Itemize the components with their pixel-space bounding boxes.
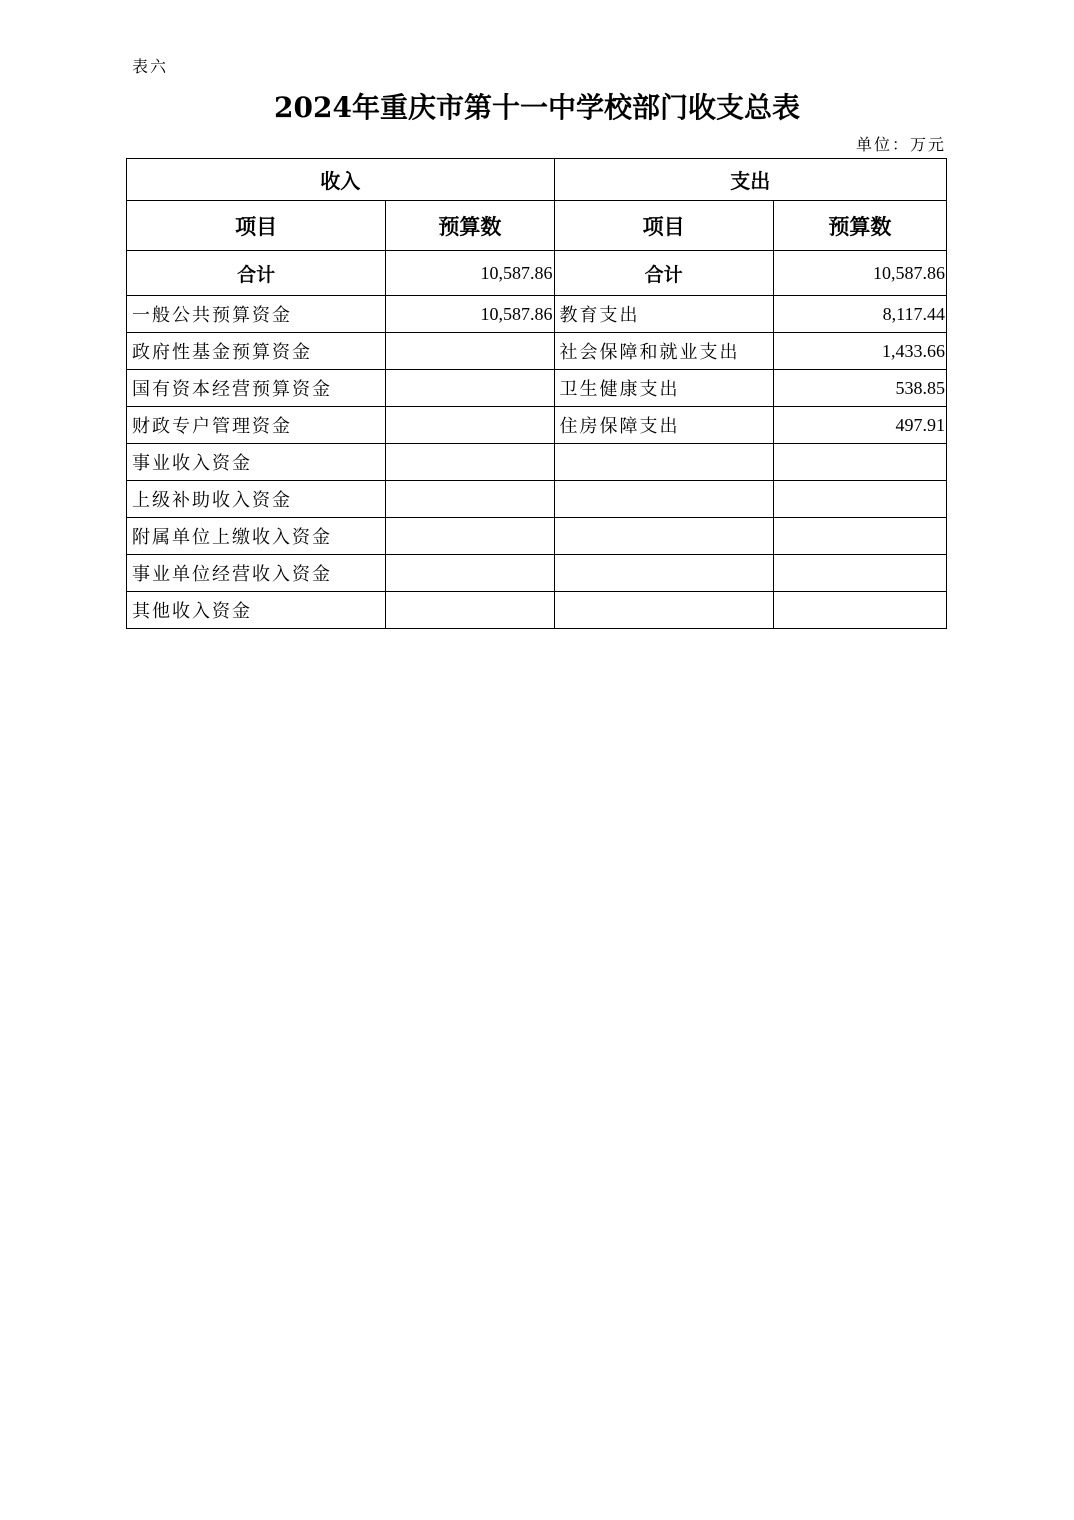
income-value-cell [386,407,554,444]
income-value-cell [386,555,554,592]
expense-budget-header: 预算数 [773,201,946,251]
expense-value-cell [773,555,946,592]
budget-summary-table [126,158,947,629]
income-value-cell [386,518,554,555]
page-title: 2024年重庆市第十一中学校部门收支总表 [274,91,800,124]
table-row [127,518,947,555]
expense-total-label: 合计 [554,251,773,296]
expense-item-cell [554,518,773,555]
expense-value-cell [773,592,946,629]
expense-value-cell [773,518,946,555]
table-row [127,333,947,370]
income-value-cell: 10,587.86 [386,296,554,333]
expense-item-cell: 卫生健康支出 [554,370,773,407]
unit-label: 单位：万元 [855,135,946,154]
expense-value-cell [773,444,946,481]
table-row [127,444,947,481]
expense-section-header: 支出 [554,159,946,201]
income-item-cell: 财政专户管理资金 [127,407,386,444]
expense-item-cell [554,481,773,518]
expense-item-cell [554,444,773,481]
table-label: 表六 [132,57,169,76]
income-section-header: 收入 [127,159,555,201]
section-header-row [127,159,947,201]
expense-item-cell: 社会保障和就业支出 [554,333,773,370]
expense-item-header: 项目 [554,201,773,251]
expense-item-cell: 住房保障支出 [554,407,773,444]
expense-item-cell [554,555,773,592]
expense-value-cell [773,481,946,518]
income-item-cell: 附属单位上缴收入资金 [127,518,386,555]
income-item-cell: 一般公共预算资金 [127,296,386,333]
income-value-cell [386,592,554,629]
income-value-cell [386,481,554,518]
income-item-cell: 国有资本经营预算资金 [127,370,386,407]
column-header-row [127,201,947,251]
income-value-cell [386,333,554,370]
income-total-label: 合计 [127,251,386,296]
expense-value-cell: 8,117.44 [773,296,946,333]
table-row [127,555,947,592]
table-row [127,481,947,518]
total-row [127,251,947,296]
income-value-cell [386,370,554,407]
table-row [127,370,947,407]
income-item-header: 项目 [127,201,386,251]
expense-item-cell: 教育支出 [554,296,773,333]
expense-value-cell: 497.91 [773,407,946,444]
income-item-cell: 上级补助收入资金 [127,481,386,518]
expense-value-cell: 1,433.66 [773,333,946,370]
table-row [127,407,947,444]
income-budget-header: 预算数 [386,201,554,251]
income-item-cell: 其他收入资金 [127,592,386,629]
income-item-cell: 事业单位经营收入资金 [127,555,386,592]
income-item-cell: 事业收入资金 [127,444,386,481]
table-row [127,592,947,629]
income-value-cell [386,444,554,481]
expense-value-cell: 538.85 [773,370,946,407]
income-total-value: 10,587.86 [386,251,554,296]
expense-total-value: 10,587.86 [773,251,946,296]
expense-item-cell [554,592,773,629]
income-item-cell: 政府性基金预算资金 [127,333,386,370]
table-row [127,296,947,333]
